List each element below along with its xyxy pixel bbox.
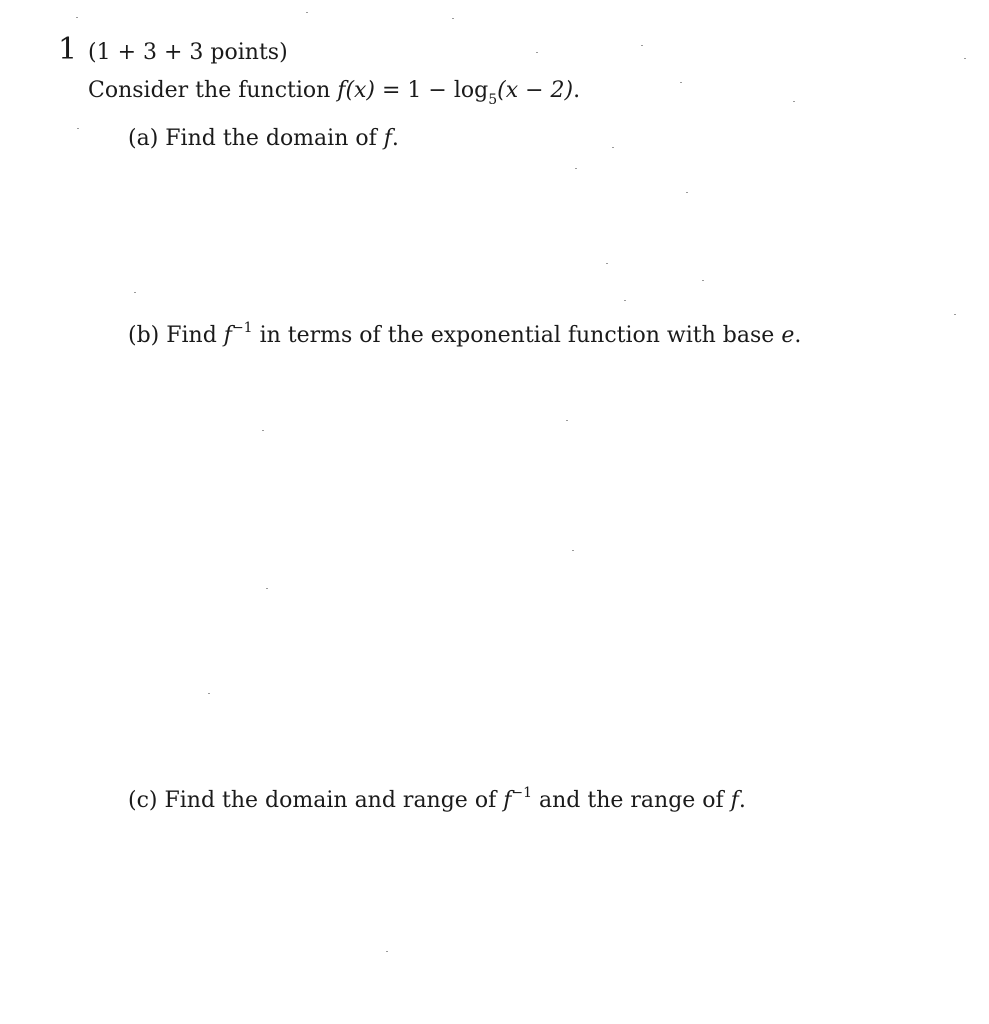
log-base: 5: [488, 92, 498, 109]
scan-speck: [566, 420, 568, 421]
question-number: 1: [58, 32, 78, 67]
scan-speck: [686, 192, 688, 193]
scan-speck: [386, 951, 388, 952]
part-a-symbol: f: [383, 126, 392, 151]
part-c-end: .: [738, 788, 746, 813]
part-c-text: Find the domain and range of: [157, 788, 504, 813]
scan-speck: [76, 17, 78, 18]
scan-speck: [793, 101, 795, 102]
scan-speck: [306, 12, 308, 13]
part-c-exponent: −1: [511, 784, 533, 801]
part-b-symbol: f: [223, 323, 232, 348]
function-arg: (x − 2): [497, 78, 574, 103]
function-eq: = 1 − log: [375, 78, 489, 103]
part-b-text: Find: [159, 323, 224, 348]
part-b: [128, 319, 802, 349]
scan-speck: [612, 147, 614, 148]
part-c-middle: and the range of: [532, 788, 731, 813]
part-c: [128, 784, 746, 814]
part-a: [128, 126, 399, 152]
scan-speck: [266, 588, 268, 589]
scan-speck: [262, 430, 264, 431]
scan-speck: [572, 550, 574, 551]
part-c-symbol: f: [503, 788, 512, 813]
part-c-label: (c): [128, 788, 158, 813]
part-b-suffix: in terms of the exponential function with base: [252, 323, 782, 348]
scan-speck: [680, 82, 682, 83]
function-lhs: f(x): [337, 78, 376, 103]
scan-speck: [954, 314, 956, 315]
part-b-base-symbol: e: [781, 323, 795, 348]
question-intro: [88, 78, 581, 109]
scan-speck: [606, 263, 608, 264]
scan-speck: [536, 52, 538, 53]
part-a-suffix: .: [391, 126, 399, 151]
scan-speck: [964, 58, 966, 59]
part-a-label: (a): [128, 126, 159, 151]
part-c-symbol2: f: [730, 788, 739, 813]
part-b-exponent: −1: [231, 319, 253, 336]
intro-prefix: Consider the function: [88, 78, 338, 103]
scan-speck: [575, 168, 577, 169]
intro-suffix: .: [573, 78, 581, 103]
scan-speck: [624, 300, 626, 301]
scan-speck: [208, 693, 210, 694]
part-b-label: (b): [128, 323, 160, 348]
scan-speck: [452, 18, 454, 19]
question-points: (1 + 3 + 3 points): [88, 40, 288, 65]
scan-speck: [702, 280, 704, 281]
part-b-end: .: [794, 323, 802, 348]
scan-speck: [641, 45, 643, 46]
part-a-text: Find the domain of: [158, 126, 384, 151]
scan-speck: [77, 128, 79, 129]
scan-speck: [134, 292, 136, 293]
